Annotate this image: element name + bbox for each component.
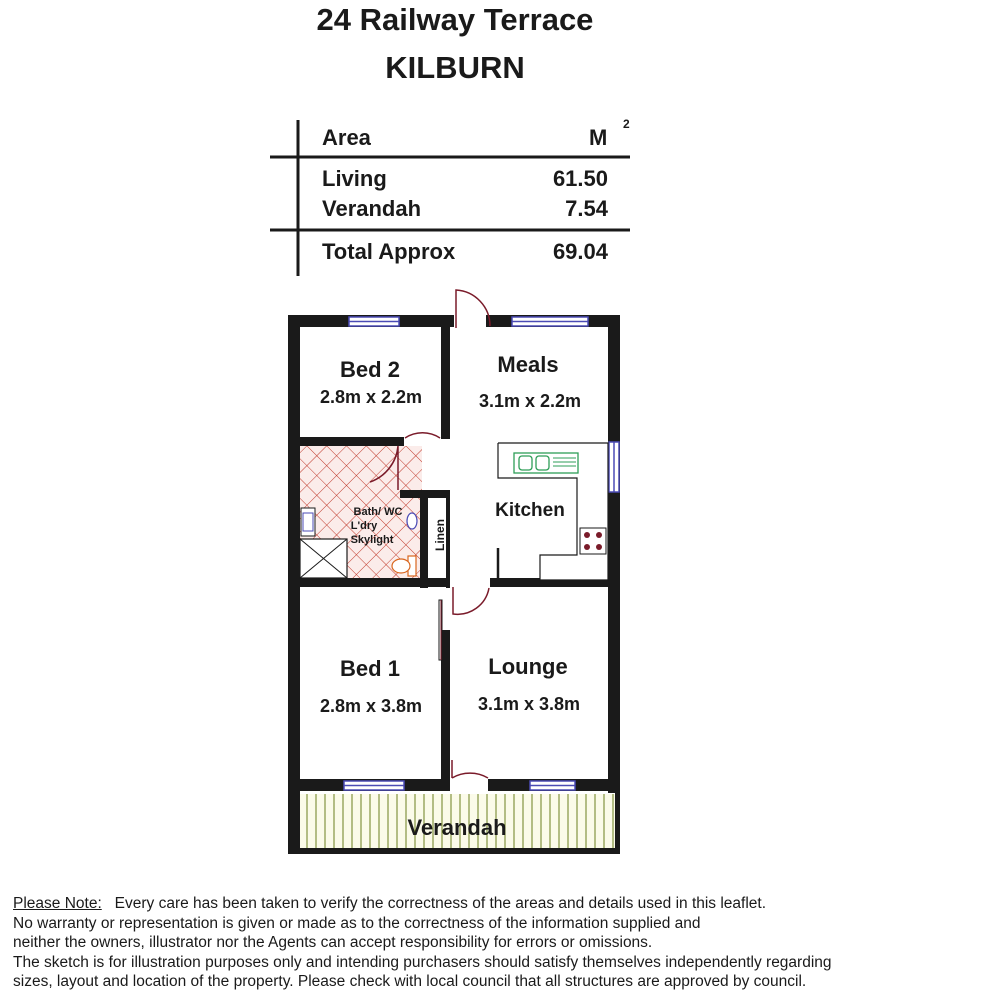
room-bath-label-line2: L'dry <box>350 520 378 532</box>
area-row-label: Verandah <box>322 196 422 221</box>
door-bed2 <box>405 433 440 438</box>
area-row-value: 7.54 <box>565 196 608 221</box>
disclaimer-line: neither the owners, illustrator nor the Agents can accept responsibility for errors or omissions. <box>13 934 653 952</box>
room-meals-size: 3.1m x 2.2m <box>478 391 582 411</box>
disclaimer-line: sizes, layout and location of the property. Please check with local council that all structures are approved by council. <box>13 973 807 991</box>
sink-icon <box>514 453 578 473</box>
room-linen-label: Linen <box>433 519 447 551</box>
area-unit-exponent: 2 <box>623 117 630 131</box>
area-total-value: 69.04 <box>552 239 608 264</box>
disclaimer-line: Every care has been taken to verify the correctness of the areas and details used in this leaflet. <box>114 895 767 912</box>
room-bed2-name: Bed 2 <box>340 357 400 382</box>
room-meals-name: Meals <box>497 352 559 377</box>
room-bed1-size: 2.8m x 3.8m <box>319 696 423 716</box>
area-unit: M <box>589 125 608 150</box>
door-lounge-entry <box>452 773 488 778</box>
room-bed2-size: 2.8m x 2.2m <box>319 387 423 407</box>
area-header-label: Area <box>322 125 371 150</box>
room-bath-label-line1: Bath/ WC <box>353 506 403 518</box>
disclaimer <box>13 894 993 992</box>
door-lounge-top <box>453 587 489 614</box>
room-bed1-name: Bed 1 <box>340 656 400 681</box>
room-bath-label-line3: Skylight <box>350 534 394 546</box>
area-row-value: 61.50 <box>552 166 608 191</box>
suburb-title: KILBURN <box>385 50 525 85</box>
sliding-door-bed1 <box>439 600 442 660</box>
door-meals-entry <box>456 290 490 328</box>
room-verandah-name: Verandah <box>407 815 507 840</box>
area-total-label: Total Approx <box>322 239 456 264</box>
disclaimer-line: No warranty or representation is given or made as to the correctness of the information supplied and <box>13 914 701 932</box>
cooktop-icon <box>580 528 606 554</box>
room-kitchen-name: Kitchen <box>495 500 565 521</box>
address-title: 24 Railway Terrace <box>316 2 594 37</box>
room-lounge-size: 3.1m x 3.8m <box>477 694 581 714</box>
area-row-label: Living <box>322 166 387 191</box>
disclaimer-label: Please Note: <box>13 895 102 912</box>
disclaimer-line: The sketch is for illustration purposes only and intending purchasers should satisfy themselves independently regarding <box>13 953 832 971</box>
room-lounge-name: Lounge <box>488 654 568 679</box>
basin-icon <box>301 508 315 536</box>
